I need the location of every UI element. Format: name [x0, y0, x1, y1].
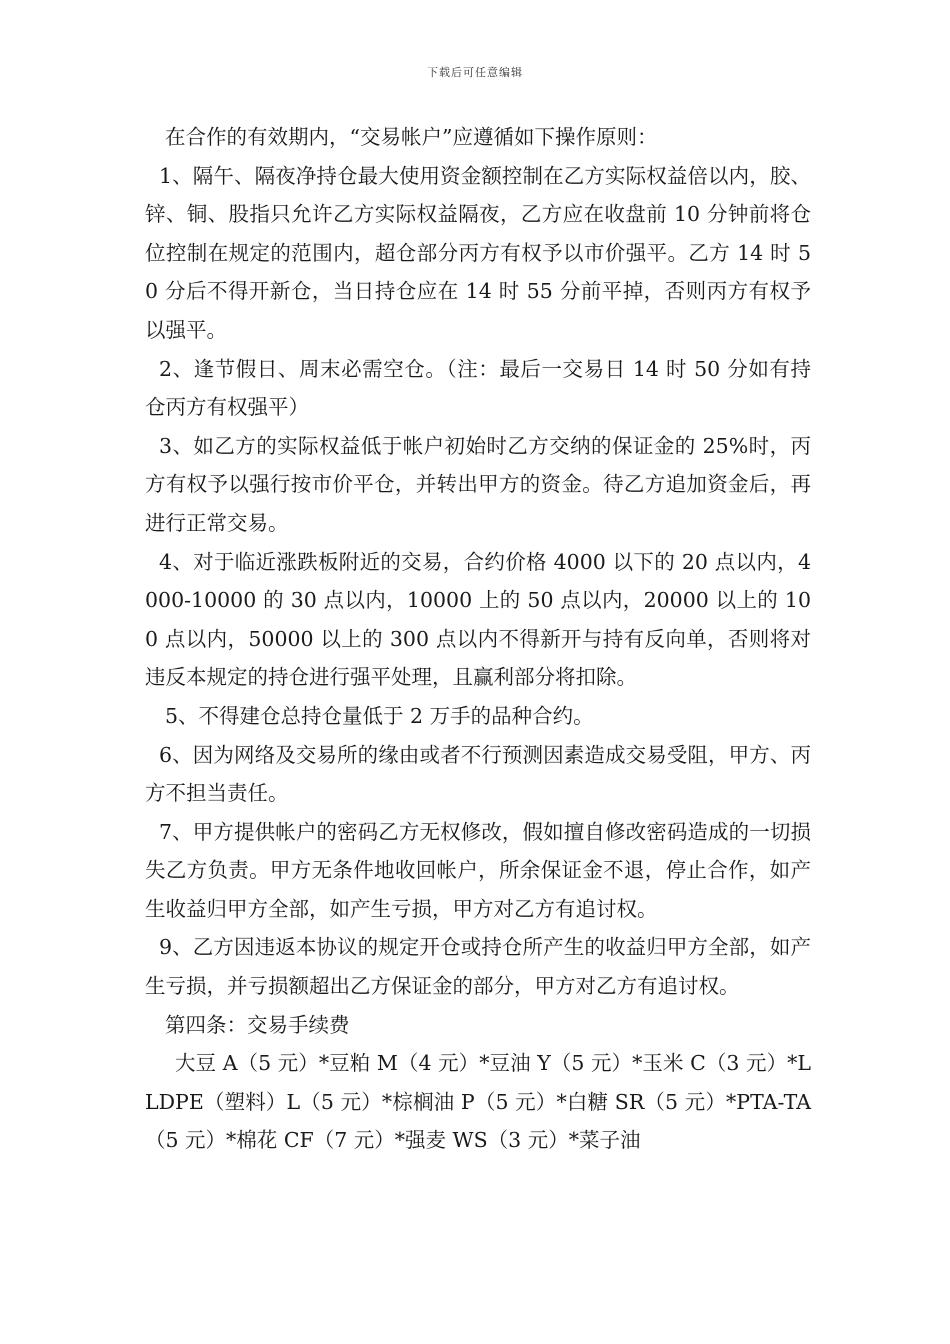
- section-heading-article-4: 第四条：交易手续费: [165, 1012, 350, 1037]
- paragraph-fee-list: 大豆 A（5 元）*豆粕 M（4 元）*豆油 Y（5 元）*玉米 C（3 元）*LLDPE（塑料）L（5 元）*棕榈油 P（5 元）*白糖 SR（5 元）*PTA-TA（5 元）*棉花 CF（7 元）*强麦 WS（3 元）*菜子油: [145, 1051, 811, 1153]
- paragraph-rule-2: 2、逢节假日、周末必需空仓。（注：最后一交易日 14 时 50 分如有持仓丙方有权强平）: [145, 356, 811, 420]
- paragraph-rule-3: 3、如乙方的实际权益低于帐户初始时乙方交纳的保证金的 25%时，丙方有权予以强行按市价平仓，并转出甲方的资金。待乙方追加资金后，再进行正常交易。: [145, 433, 811, 535]
- paragraph-rule-9: 9、乙方因违返本协议的规定开仓或持仓所产生的收益归甲方全部，如产生亏损，并亏损额超出乙方保证金的部分，甲方对乙方有追讨权。: [145, 935, 811, 999]
- document-body: [145, 118, 811, 1160]
- header-note: 下载后可任意编辑: [427, 66, 523, 79]
- paragraph-rule-7: 7、甲方提供帐户的密码乙方无权修改，假如擅自修改密码造成的一切损失乙方负责。甲方无条件地收回帐户，所余保证金不退，停止合作，如产生收益归甲方全部，如产生亏损，甲方对乙方有追讨权。: [145, 819, 811, 921]
- paragraph-intro: 在合作的有效期内，“交易帐户”应遵循如下操作原则：: [165, 125, 658, 149]
- paragraph-rule-6: 6、因为网络及交易所的缘由或者不行预测因素造成交易受阻，甲方、丙方不担当责任。: [145, 742, 811, 806]
- paragraph-rule-1: 1、隔午、隔夜净持仓最大使用资金额控制在乙方实际权益倍以内，胶、锌、铜、股指只允许乙方实际权益隔夜，乙方应在收盘前 10 分钟前将仓位控制在规定的范围内，超仓部分丙方有权予以市价强平。乙方 14 时 50 分后不得开新仓，当日持仓应在 14 时 55 分前平掉，否则丙方有权予以强平。: [145, 163, 811, 342]
- paragraph-rule-5: 5、不得建仓总持仓量低于 2 万手的品种合约。: [165, 703, 594, 728]
- paragraph-rule-4: 4、对于临近涨跌板附近的交易，合约价格 4000 以下的 20 点以内，4000-10000 的 30 点以内，10000 上的 50 点以内，20000 以上的 100 点以内，50000 以上的 300 点以内不得新开与持有反向单，否则将对违反本规定的持仓进行强平处理，且赢利部分将扣除。: [145, 549, 811, 690]
